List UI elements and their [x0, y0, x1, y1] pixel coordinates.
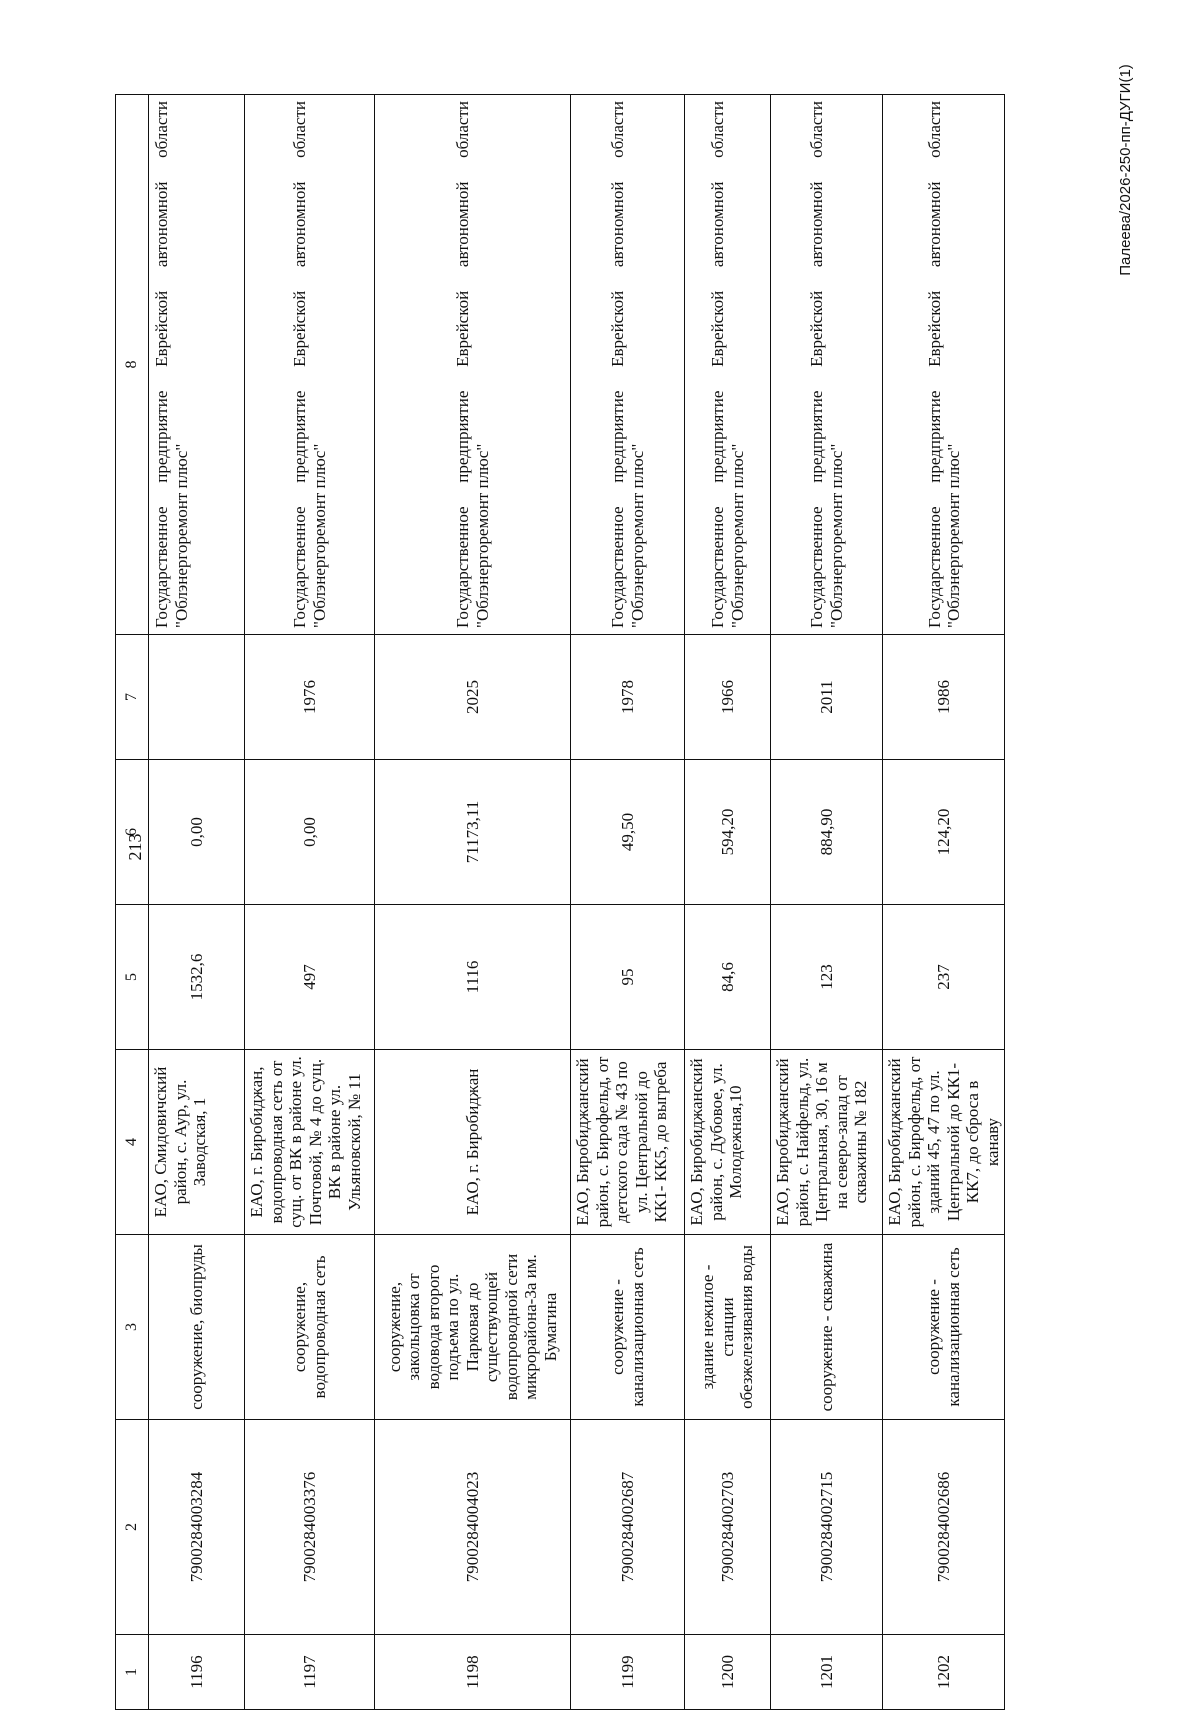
column-header: 6	[116, 760, 149, 905]
object-address: ЕАО, Биробиджанский район, с. Дубовое, ул. Молодежная,10	[685, 1050, 771, 1235]
object-address: ЕАО, Биробиджанский район, с. Бирофельд, от детского сада № 43 по ул. Центральной до КК1- КК5, до выгреба	[571, 1050, 685, 1235]
object-area: 1116	[375, 905, 571, 1050]
object-name: сооружение, закольцовка от водовода второго подъема по ул. Парковая до существующей водопроводной сети микрорайона-3а им. Бумагина	[375, 1235, 571, 1420]
row-number: 1202	[883, 1635, 1005, 1710]
object-year: 1978	[571, 635, 685, 760]
column-header: 5	[116, 905, 149, 1050]
row-number: 1201	[771, 1635, 883, 1710]
object-address: ЕАО, Биробиджанский район, с. Найфельд, ул. Центральная, 30, 16 м на северо-запад от скважины № 182	[771, 1050, 883, 1235]
object-area: 237	[883, 905, 1005, 1050]
object-area: 123	[771, 905, 883, 1050]
cadastral-number: 7900284003284	[149, 1420, 245, 1635]
object-owner: Государственное предприятие Еврейской автономной области "Облэнергоремонт плюс"	[771, 95, 883, 635]
object-year: 1966	[685, 635, 771, 760]
column-header: 3	[116, 1235, 149, 1420]
object-value: 71173,11	[375, 760, 571, 905]
row-number: 1199	[571, 1635, 685, 1710]
object-value: 0,00	[149, 760, 245, 905]
object-value: 124,20	[883, 760, 1005, 905]
table-row	[149, 95, 245, 1710]
object-year: 1976	[245, 635, 375, 760]
object-year: 1986	[883, 635, 1005, 760]
object-owner: Государственное предприятие Еврейской автономной области "Облэнергоремонт плюс"	[245, 95, 375, 635]
object-value: 884,90	[771, 760, 883, 905]
row-number: 1198	[375, 1635, 571, 1710]
table-row	[685, 95, 771, 1710]
object-name: сооружение - канализационная сеть	[571, 1235, 685, 1420]
object-area: 497	[245, 905, 375, 1050]
object-name: сооружение - скважина	[771, 1235, 883, 1420]
column-header: 2	[116, 1420, 149, 1635]
column-header: 1	[116, 1635, 149, 1710]
property-registry-table	[115, 94, 1005, 1710]
column-header: 4	[116, 1050, 149, 1235]
cadastral-number: 7900284003376	[245, 1420, 375, 1635]
object-year: 2011	[771, 635, 883, 760]
object-name: здание нежилое - станции обезжелезивания воды	[685, 1235, 771, 1420]
cadastral-number: 7900284002686	[883, 1420, 1005, 1635]
object-area: 95	[571, 905, 685, 1050]
table-row	[883, 95, 1005, 1710]
object-address: ЕАО, Смидовичский район, с. Аур, ул. Заводская, 1	[149, 1050, 245, 1235]
object-address: ЕАО, г. Биробиджан	[375, 1050, 571, 1235]
row-number: 1197	[245, 1635, 375, 1710]
object-area: 84,6	[685, 905, 771, 1050]
page-number: 213	[125, 833, 145, 861]
object-area: 1532,6	[149, 905, 245, 1050]
row-number: 1200	[685, 1635, 771, 1710]
object-owner: Государственное предприятие Еврейской автономной области "Облэнергоремонт плюс"	[375, 95, 571, 635]
cadastral-number: 7900284002687	[571, 1420, 685, 1635]
footer-document-code: Палеева/2026-250-пп-ДУГИ(1)	[1117, 64, 1134, 276]
object-value: 594,20	[685, 760, 771, 905]
cadastral-number: 7900284004023	[375, 1420, 571, 1635]
object-owner: Государственное предприятие Еврейской автономной области "Облэнергоремонт плюс"	[571, 95, 685, 635]
row-number: 1196	[149, 1635, 245, 1710]
column-header: 7	[116, 635, 149, 760]
object-address: ЕАО, г. Биробиджан, водопроводная сеть от сущ. от ВК в районе ул. Почтовой, № 4 до сущ. ВК в районе ул. Ульяновской, № 11	[245, 1050, 375, 1235]
object-name: сооружение - канализационная сеть	[883, 1235, 1005, 1420]
object-name: сооружение, водопроводная сеть	[245, 1235, 375, 1420]
object-name: сооружение, биопруды	[149, 1235, 245, 1420]
cadastral-number: 7900284002715	[771, 1420, 883, 1635]
object-year	[149, 635, 245, 760]
cadastral-number: 7900284002703	[685, 1420, 771, 1635]
column-header: 8	[116, 95, 149, 635]
object-value: 0,00	[245, 760, 375, 905]
object-value: 49,50	[571, 760, 685, 905]
table-row	[375, 95, 571, 1710]
table-row	[245, 95, 375, 1710]
object-owner: Государственное предприятие Еврейской автономной области "Облэнергоремонт плюс"	[883, 95, 1005, 635]
object-owner: Государственное предприятие Еврейской автономной области "Облэнергоремонт плюс"	[149, 95, 245, 635]
property-registry-table-wrapper	[115, 95, 1005, 1710]
table-row	[771, 95, 883, 1710]
object-address: ЕАО, Биробиджанский район, с. Бирофельд, от зданий 45, 47 по ул. Центральной до КК1- КК7, до сброса в канаву	[883, 1050, 1005, 1235]
table-row	[571, 95, 685, 1710]
object-year: 2025	[375, 635, 571, 760]
table-header-row	[116, 95, 149, 1710]
object-owner: Государственное предприятие Еврейской автономной области "Облэнергоремонт плюс"	[685, 95, 771, 635]
